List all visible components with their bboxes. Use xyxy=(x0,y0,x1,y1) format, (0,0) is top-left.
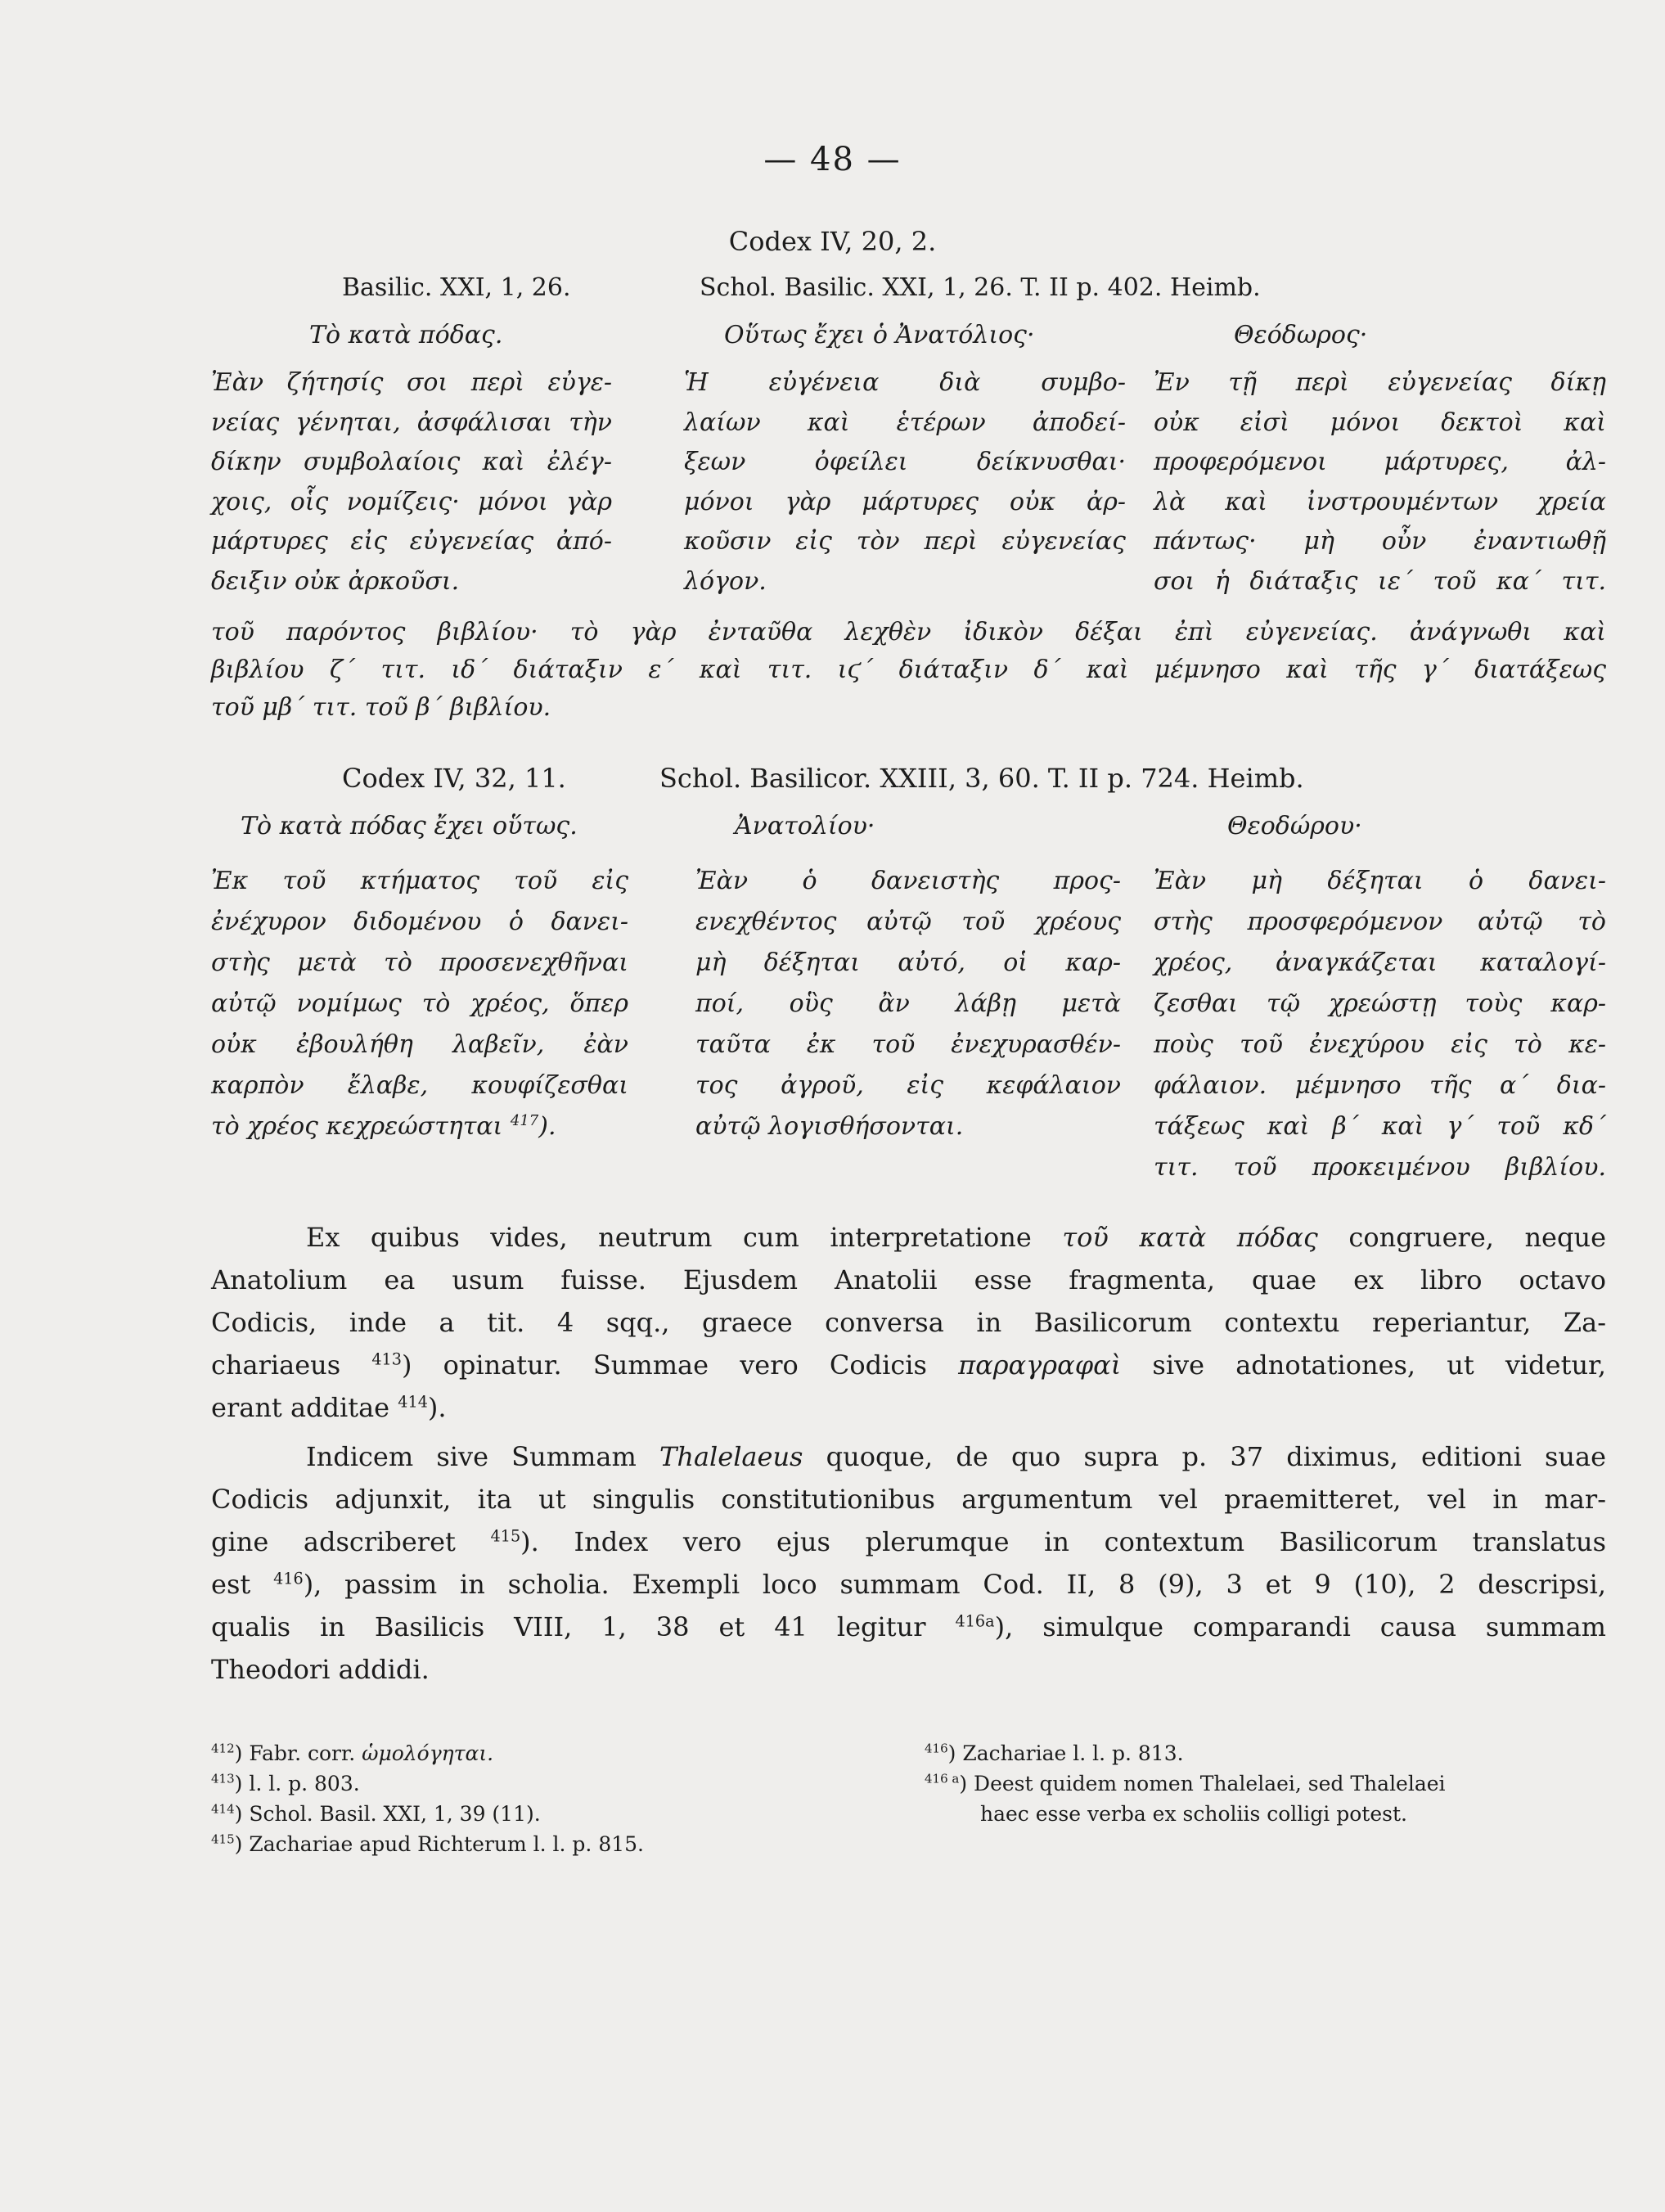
text-line: Codicis, inde a tit. 4 sqq., graece conversa in Basilicorum contextu reperiantur, Za- xyxy=(211,1307,1606,1338)
text-line xyxy=(211,1435,1606,1478)
text-line: Codicis adjunxit, ita ut singulis constitutionibus argumentum vel praemitteret, vel in mar- xyxy=(211,1484,1606,1515)
footnote-number: 416 xyxy=(925,1741,948,1756)
col-head-2: Οὕτως ἔχει ὁ Ἀνατόλιος· xyxy=(724,321,1035,349)
col-head-3: Θεοδώρου· xyxy=(1227,812,1362,840)
text-line: καρπὸν ἔλαβε, κουφίζεσθαι xyxy=(211,1071,628,1100)
text-line: ταῦτα ἐκ τοῦ ἐνεχυρασθέν- xyxy=(695,1030,1121,1059)
text-fragment: ) opinatur. Summae vero Codicis xyxy=(401,1349,927,1381)
footnote-ref-416: 416 xyxy=(273,1569,304,1588)
section2-col3 xyxy=(1154,861,1606,1188)
text-line xyxy=(211,1386,1606,1429)
text-fragment: Indicem sive Summam xyxy=(306,1441,637,1472)
text-line: δίκην συμβολαίοις καὶ ἐλέγ- xyxy=(211,448,612,476)
text-line: νείας γένηται, ἀσφάλισαι τὴν xyxy=(211,408,612,437)
text-line: ποί, οὓς ἂν λάβῃ μετὰ xyxy=(695,989,1121,1018)
text-line: τοῦ μβ΄ τιτ. τοῦ β΄ βιβλίου. xyxy=(211,693,551,722)
footnote-text: ) Zachariae l. l. p. 813. xyxy=(947,1741,1184,1765)
footnote-text: ) l. l. p. 803. xyxy=(234,1772,360,1795)
text-line: οὐκ εἰσὶ μόνοι δεκτοὶ καὶ xyxy=(1154,408,1606,437)
text-fragment: ), simulque comparandi causa summam xyxy=(994,1611,1607,1642)
footnote-414 xyxy=(211,1799,800,1829)
footnote-ref-415: 415 xyxy=(490,1526,521,1546)
footnote-number: 415 xyxy=(211,1831,235,1847)
text-line: τος ἀγροῦ, εἰς κεφάλαιον xyxy=(695,1071,1121,1100)
footnote-413 xyxy=(211,1768,800,1799)
footnote-text: ) Fabr. corr. xyxy=(234,1741,356,1765)
text-line: οὐκ ἐβουλήθη λαβεῖν, ἐὰν xyxy=(211,1030,628,1059)
greek-phrase: ὡμολόγηται. xyxy=(362,1741,494,1765)
footnote-416 xyxy=(925,1738,1612,1768)
text-line: μὴ δέξηται αὐτό, οἱ καρ- xyxy=(695,948,1121,977)
text-line: βιβλίου ζ΄ τιτ. ιδ΄ διάταξιν ε΄ καὶ τιτ. ιϛ΄ διάταξιν δ΄ καὶ μέμνησο καὶ τῆς γ΄ διατάξεως xyxy=(211,655,1606,684)
section2-col2 xyxy=(695,861,1121,1147)
text-line: δειξιν οὐκ ἀρκοῦσι. xyxy=(211,566,460,596)
footnote-number: 413 xyxy=(211,1771,235,1786)
text-line xyxy=(211,1344,1606,1386)
text-line: πάντως· μὴ οὖν ἐναντιωθῇ xyxy=(1154,527,1606,556)
text-line xyxy=(211,1106,628,1147)
text-line: Theodori addidi. xyxy=(211,1654,430,1685)
text-fragment: Ex quibus vides, neutrum cum interpretatione xyxy=(306,1222,1032,1253)
footnote-ref-416a: 416a xyxy=(955,1611,995,1631)
footnote-416a xyxy=(925,1768,1612,1799)
text-line: ποὺς τοῦ ἐνεχύρου εἰς τὸ κε- xyxy=(1154,1030,1606,1059)
text-line: λὰ καὶ ἰνστρουμέντων χρεία xyxy=(1154,487,1606,516)
text-line: λαίων καὶ ἑτέρων ἀποδεί- xyxy=(684,408,1126,437)
text-line: Ἐὰν ζήτησίς σοι περὶ εὐγε- xyxy=(211,368,612,397)
text-fragment: quoque, de quo supra p. 37 diximus, editioni suae xyxy=(826,1441,1607,1472)
text-fragment: ). Index vero ejus plerumque in contextum Basilicorum translatus xyxy=(520,1526,1607,1557)
text-line: ἐνέχυρον διδομένου ὁ δανει- xyxy=(211,908,628,936)
text-line: Ἐκ τοῦ κτήματος τοῦ εἰς xyxy=(211,867,628,895)
section1-col2 xyxy=(684,363,1126,601)
text-fragment: qualis in Basilicis VIII, 1, 38 et 41 legitur xyxy=(211,1611,926,1642)
text-line: ξεων ὀφείλει δείκνυσθαι· xyxy=(684,448,1126,476)
text-line xyxy=(211,1216,1606,1259)
text-line: τοῦ παρόντος βιβλίου· τὸ γὰρ ἐνταῦθα λεχθὲν ἰδικὸν δέξαι ἐπὶ εὐγενείας. ἀνάγνωθι καὶ xyxy=(211,618,1606,646)
text-line: φάλαιον. μέμνησο τῆς α΄ δια- xyxy=(1154,1071,1606,1100)
text-line: Ἐν τῇ περὶ εὐγενείας δίκῃ xyxy=(1154,368,1606,397)
text-line: αὐτῷ νομίμως τὸ χρέος, ὅπερ xyxy=(211,989,628,1018)
text-line: στὴς προσφερόμενον αὐτῷ τὸ xyxy=(1154,908,1606,936)
footnote-text: ) Zachariae apud Richterum l. l. p. 815. xyxy=(234,1832,644,1856)
footnote-415 xyxy=(211,1829,800,1859)
name-italic: Thalelaeus xyxy=(659,1441,803,1472)
footnote-text: ) Deest quidem nomen Thalelaei, sed Thalelaei xyxy=(959,1772,1446,1795)
section2-schol: Schol. Basilicor. XXIII, 3, 60. T. II p. 724. Heimb. xyxy=(659,763,1304,794)
text-line: κοῦσιν εἰς τὸν περὶ εὐγενείας xyxy=(684,527,1126,556)
footnotes-right xyxy=(925,1738,1612,1829)
text-fragment: τὸ χρέος κεχρεώστηται xyxy=(211,1112,503,1141)
footnote-ref-413: 413 xyxy=(371,1349,402,1369)
text-line: τάξεως καὶ β΄ καὶ γ΄ τοῦ κδ΄ xyxy=(1154,1112,1606,1141)
col-head-3: Θεόδωρος· xyxy=(1234,321,1368,349)
page-number: — 48 — xyxy=(763,141,902,178)
paragraph-1 xyxy=(211,1216,1606,1429)
source-schol: Schol. Basilic. XXI, 1, 26. T. II p. 402. Heimb. xyxy=(700,273,1261,302)
footnote-number: 412 xyxy=(211,1741,235,1756)
text-fragment: congruere, neque xyxy=(1348,1222,1607,1253)
footnote-412 xyxy=(211,1738,800,1768)
section1-continuation xyxy=(211,614,1606,727)
text-line: μάρτυρες εἰς εὐγενείας ἀπό- xyxy=(211,527,612,556)
text-line: Ἡ εὐγένεια διὰ συμβο- xyxy=(684,368,1126,397)
text-line: Ἐὰν ὁ δανειστὴς προς- xyxy=(695,867,1121,895)
text-line xyxy=(211,1606,1606,1648)
text-fragment: chariaeus xyxy=(211,1349,341,1381)
footnote-text: ) Schol. Basil. XXI, 1, 39 (11). xyxy=(234,1802,541,1826)
greek-phrase: τοῦ κατὰ πόδας xyxy=(1062,1222,1318,1253)
text-line: λόγον. xyxy=(684,566,767,596)
text-line: μόνοι γὰρ μάρτυρες οὐκ ἀρ- xyxy=(684,487,1126,516)
text-line: προφερόμενοι μάρτυρες, ἀλ- xyxy=(1154,448,1606,476)
footnotes-left xyxy=(211,1738,800,1859)
text-line: Ἐὰν μὴ δέξηται ὁ δανει- xyxy=(1154,867,1606,895)
footnote-number: 414 xyxy=(211,1801,235,1817)
text-line: στὴς μετὰ τὸ προσενεχθῆναι xyxy=(211,948,628,977)
paragraph-2 xyxy=(211,1435,1606,1691)
col-head-2: Ἀνατολίου· xyxy=(735,812,875,840)
section1-col3 xyxy=(1154,363,1606,601)
footnote-number: 416 a xyxy=(925,1771,960,1786)
text-fragment: sive adnotationes, ut videtur, xyxy=(1152,1349,1606,1381)
text-fragment: erant additae xyxy=(211,1392,390,1423)
text-line: αὐτῷ λογισθήσονται. xyxy=(695,1112,964,1141)
section2-codex: Codex IV, 32, 11. xyxy=(342,763,566,794)
text-fragment: ). xyxy=(538,1112,556,1141)
text-fragment: ), passim in scholia. Exempli loco summam Cod. II, 8 (9), 3 et 9 (10), 2 descripsi, xyxy=(303,1569,1607,1600)
section1-col1 xyxy=(211,363,612,601)
footnote-ref-417: 417 xyxy=(510,1112,539,1129)
section2-col1 xyxy=(211,861,628,1147)
col-head-1: Τὸ κατὰ πόδας ἔχει οὕτως. xyxy=(241,812,578,840)
section1-title: Codex IV, 20, 2. xyxy=(728,226,937,257)
text-line: τιτ. τοῦ προκειμένου βιβλίου. xyxy=(1154,1153,1606,1182)
text-line: χρέος, ἀναγκάζεται καταλογί- xyxy=(1154,948,1606,977)
footnote-ref-414: 414 xyxy=(398,1392,428,1412)
greek-phrase: παραγραφαὶ xyxy=(958,1349,1122,1381)
text-line: ενεχθέντος αὐτῷ τοῦ χρέους xyxy=(695,908,1121,936)
col-head-1: Τὸ κατὰ πόδας. xyxy=(309,321,503,349)
source-basilic: Basilic. XXI, 1, 26. xyxy=(342,273,571,302)
text-fragment: est xyxy=(211,1569,251,1600)
text-line xyxy=(211,1563,1606,1606)
text-line: ζεσθαι τῷ χρεώστῃ τοὺς καρ- xyxy=(1154,989,1606,1018)
text-fragment: ). xyxy=(427,1392,447,1423)
text-fragment: gine adscriberet xyxy=(211,1526,456,1557)
text-line: σοι ἡ διάταξις ιε΄ τοῦ κα΄ τιτ. xyxy=(1154,566,1606,596)
text-line: Anatolium ea usum fuisse. Ejusdem Anatolii esse fragmenta, quae ex libro octavo xyxy=(211,1264,1606,1295)
footnote-416a-cont: haec esse verba ex scholiis colligi potest. xyxy=(980,1802,1407,1826)
text-line xyxy=(211,1520,1606,1563)
text-line: χοις, οἷς νομίζεις· μόνοι γὰρ xyxy=(211,487,612,516)
